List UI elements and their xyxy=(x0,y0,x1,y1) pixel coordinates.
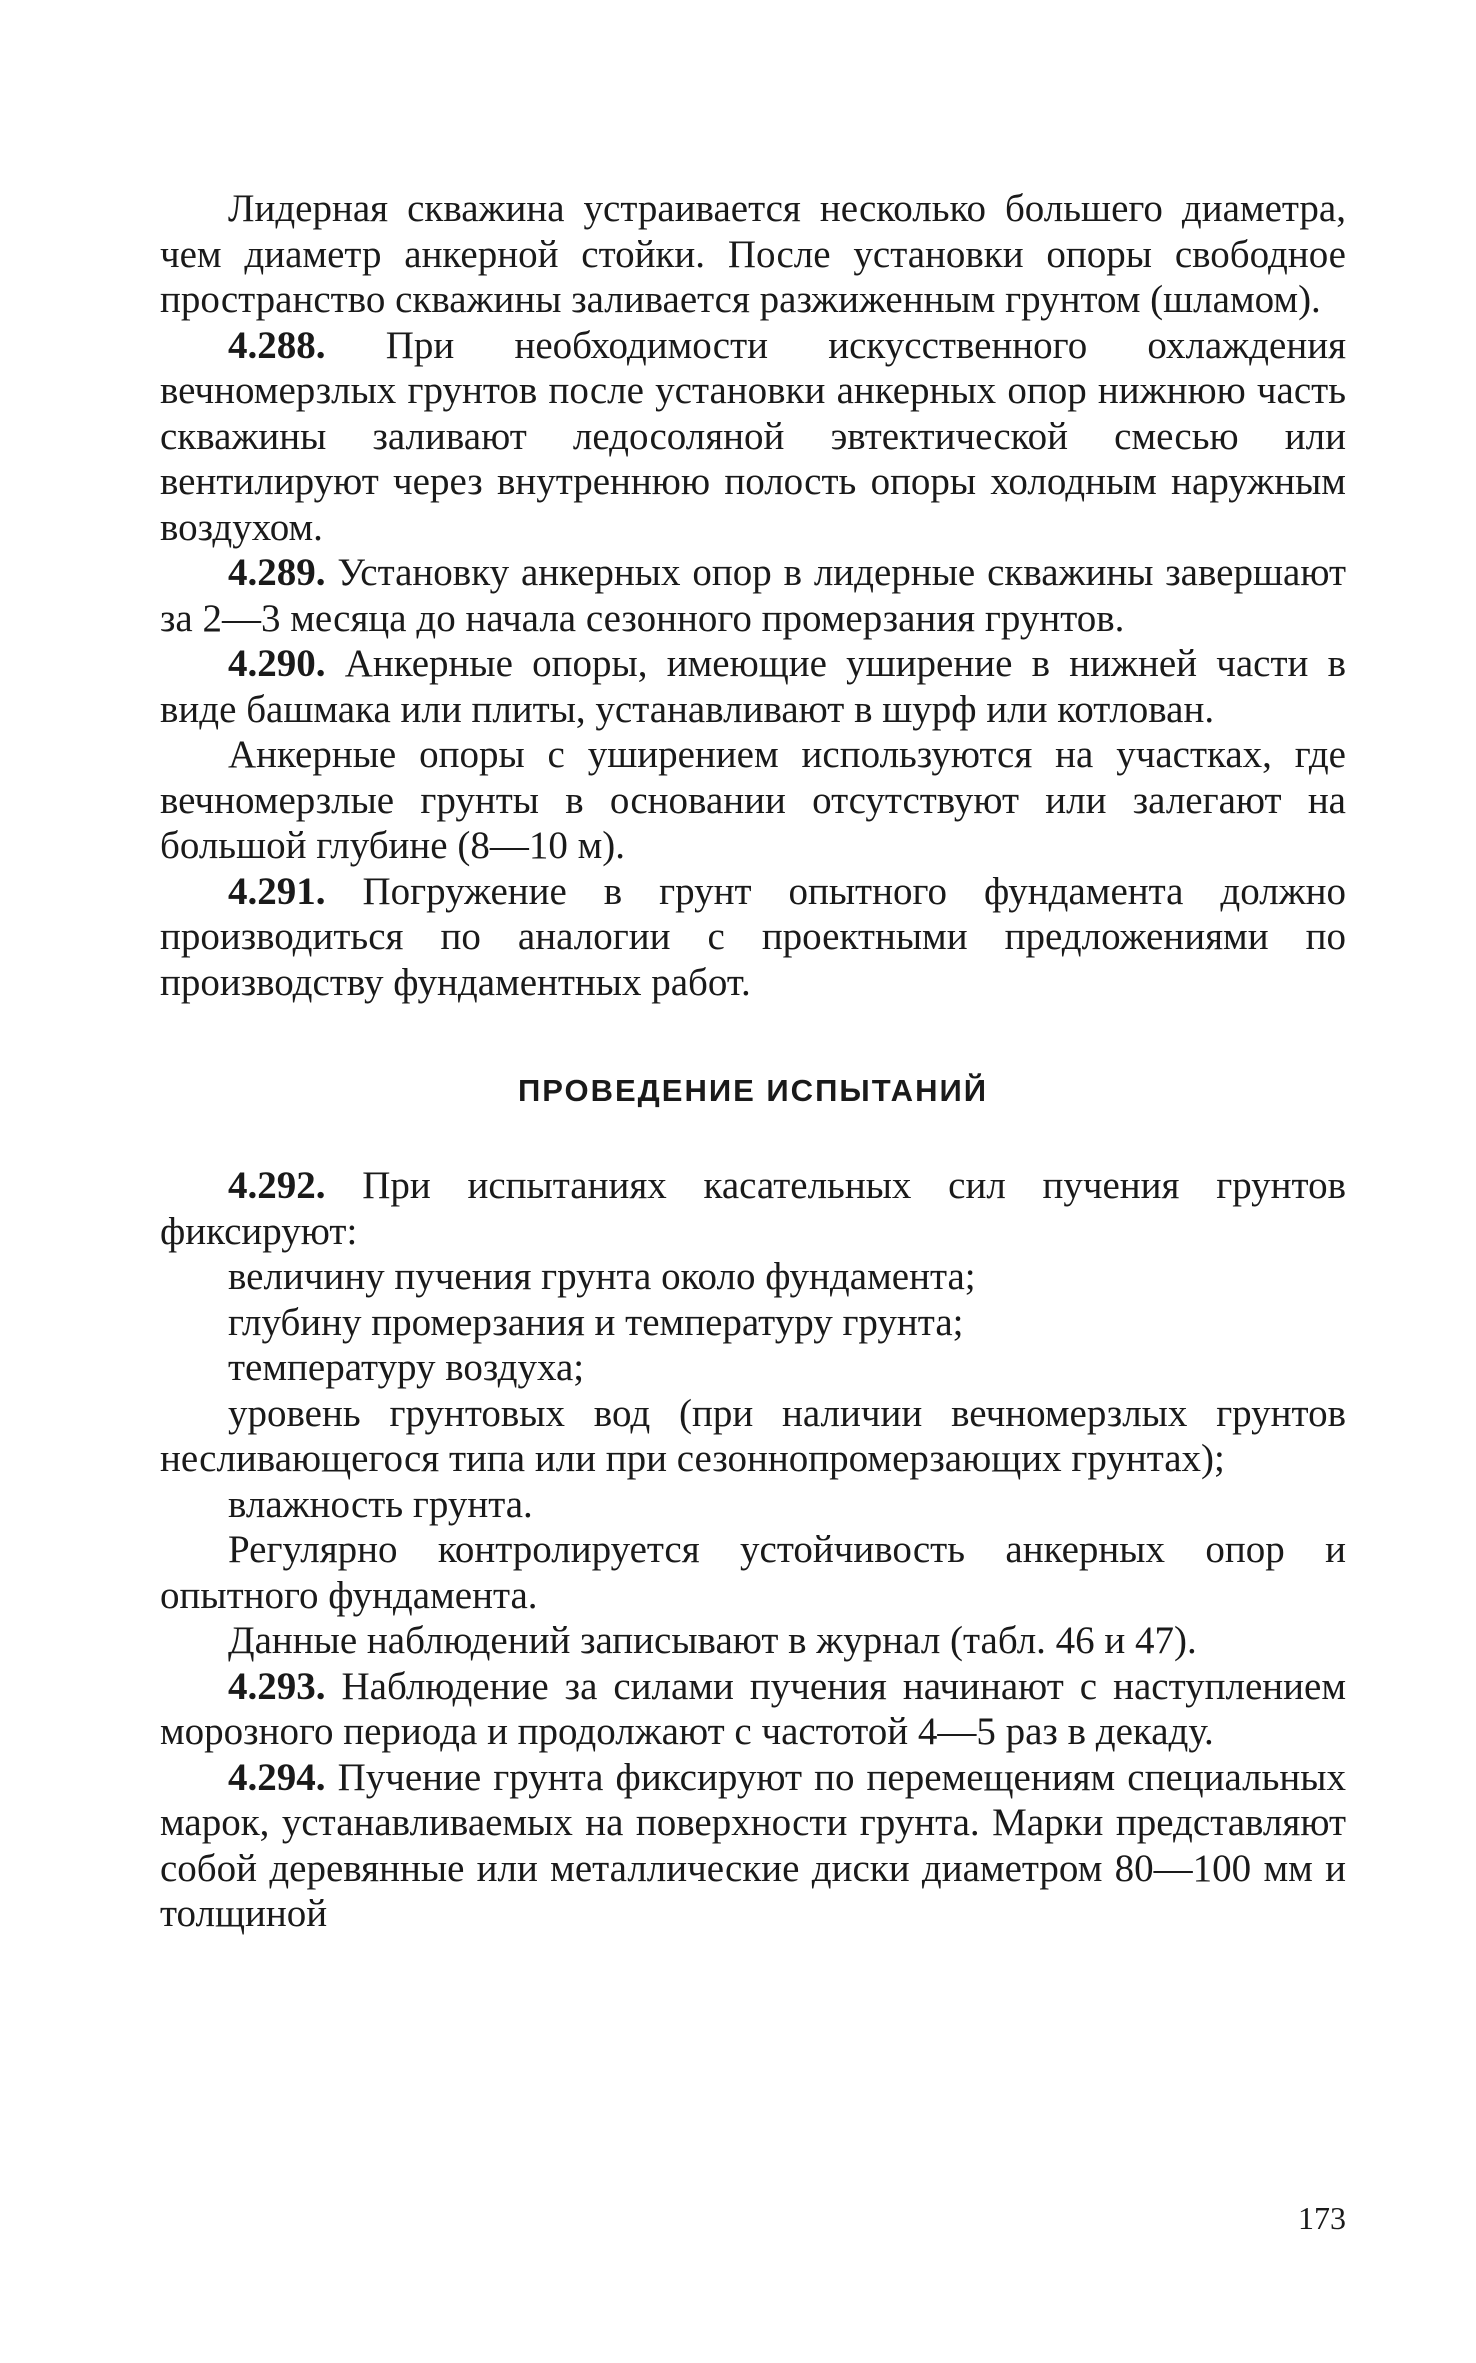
section-text: При испытаниях касательных сил пучения грунтов фиксируют: xyxy=(160,1164,1347,1253)
section-number: 4.289. xyxy=(228,551,326,594)
paragraph-anchor-supports: Анкерные опоры с уширением используются на участках, где вечномерзлые грунты в основании отсутствуют или залегают на большой глубине (8—10 м). xyxy=(160,733,1346,867)
list-item: уровень грунтовых вод (при наличии вечномерзлых грунтов несливающегося типа или при сезоннопромерзающих грунтах); xyxy=(160,1391,1346,1480)
paragraph-journal: Данные наблюдений записывают в журнал (табл. 46 и 47). xyxy=(228,1619,1197,1662)
section-number: 4.291. xyxy=(228,869,326,913)
section-4-293 xyxy=(160,1664,1346,1755)
list-item: температуру воздуха; xyxy=(228,1346,585,1389)
section-number: 4.294. xyxy=(228,1755,326,1799)
list-item: величину пучения грунта около фундамента; xyxy=(228,1255,976,1298)
section-4-288 xyxy=(160,323,1346,551)
section-number: 4.290. xyxy=(228,642,326,685)
section-text: Пучение грунта фиксируют по перемещениям специальных марок, устанавливаемых на поверхности грунта. Марки представляют собой деревянные или металлические диски диаметром 80—100 мм и толщиной xyxy=(160,1755,1346,1935)
page-number: 173 xyxy=(1298,2200,1346,2236)
section-text: Установку анкерных опор в лидерные скважины завершают за 2—3 месяца до начала сезонного промерзания грунтов. xyxy=(160,551,1346,640)
section-text: Погружение в грунт опытного фундамента должно производиться по аналогии с проектными предложениями по производству фундаментных работ. xyxy=(160,869,1346,1004)
paragraph-control: Регулярно контролируется устойчивость анкерных опор и опытного фундамента. xyxy=(160,1528,1346,1617)
section-4-294 xyxy=(160,1755,1346,1937)
section-number: 4.293. xyxy=(228,1664,326,1708)
section-text: При необходимости искусственного охлаждения вечномерзлых грунтов после установки анкерных опор нижнюю часть скважины заливают ледосоляной эвтектической смесью или вентилируют через внутреннюю полость опоры холодным наружным воздухом. xyxy=(160,323,1347,549)
section-4-292 xyxy=(160,1163,1346,1254)
section-number: 4.292. xyxy=(228,1164,326,1207)
section-text: Анкерные опоры, имеющие уширение в нижней части в виде башмака или плиты, устанавливают в шурф или котлован. xyxy=(160,642,1347,731)
section-number: 4.288. xyxy=(228,323,326,367)
list-item: влажность грунта. xyxy=(228,1482,533,1526)
section-4-289 xyxy=(160,550,1346,641)
section-text: Наблюдение за силами пучения начинают с наступлением морозного периода и продолжают с частотой 4—5 раз в декаду. xyxy=(160,1664,1346,1753)
page-body xyxy=(160,186,1346,1937)
intro-paragraph: Лидерная скважина устраивается несколько большего диаметра, чем диаметр анкерной стойки. После установки опоры свободное пространство скважины заливается разжиженным грунтом (шламом). xyxy=(160,187,1346,321)
section-heading: ПРОВЕДЕНИЕ ИСПЫТАНИЙ xyxy=(517,1073,989,1108)
section-4-291 xyxy=(160,869,1346,1006)
list-item: глубину промерзания и температуру грунта; xyxy=(228,1300,964,1344)
section-4-290 xyxy=(160,641,1346,732)
